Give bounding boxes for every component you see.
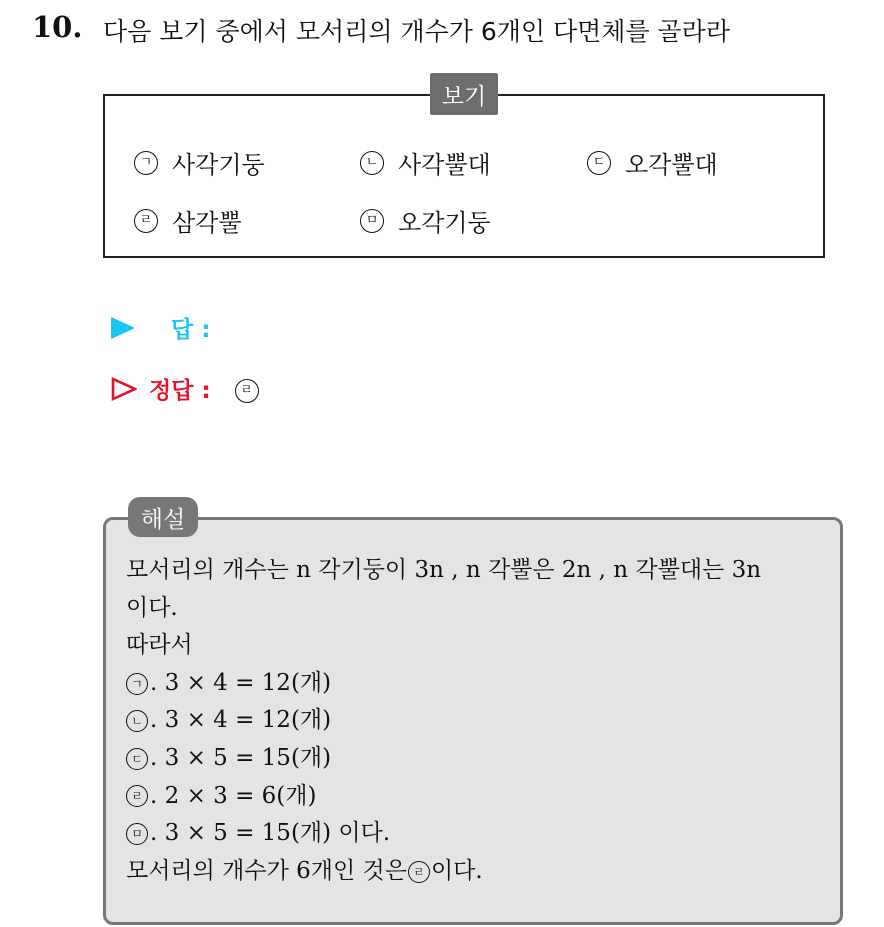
solution-calc-line (126, 815, 841, 853)
question-text: 다음 보기 중에서 모서리의 개수가 6개인 다면체를 골라라 (103, 17, 730, 46)
solution-text (126, 552, 841, 890)
circled-mark: ㄹ (126, 785, 148, 807)
play-triangle-icon (111, 317, 135, 339)
circled-mark: ㄹ (134, 209, 158, 233)
solution-line: 따라서 (126, 632, 193, 659)
circled-mark: ㄹ (408, 861, 430, 883)
circled-mark: ㄷ (587, 151, 611, 175)
solution-calc-line (126, 702, 841, 740)
outline-triangle-icon (111, 377, 137, 401)
circled-mark: ㄷ (126, 748, 148, 770)
solution-conclusion (126, 853, 841, 891)
choice-label: 오각기둥 (398, 209, 491, 237)
choice-item (134, 145, 265, 180)
solution-line: 이다. (126, 594, 178, 621)
answer-label: 답 : (171, 317, 211, 343)
choice-item (134, 203, 242, 238)
circled-mark: ㅁ (126, 823, 148, 845)
circled-mark: ㄴ (126, 710, 148, 732)
choice-label: 삼각뿔 (172, 209, 242, 237)
circled-mark: ㄹ (235, 379, 259, 403)
circled-mark: ㄱ (126, 673, 148, 695)
calc-expression: . 3 × 4 = 12(개) (150, 669, 332, 696)
conclusion-text: 모서리의 개수가 6개인 것은 (126, 857, 407, 884)
question-number: 10. (32, 10, 83, 44)
choice-item (587, 145, 718, 180)
correct-answer-label: 정답 : (149, 378, 211, 404)
correct-answer-row (111, 372, 259, 405)
choice-item (360, 203, 491, 238)
solution-calc-line (126, 740, 841, 778)
calc-expression: . 3 × 4 = 12(개) (150, 707, 332, 734)
solution-tag: 해설 (128, 497, 198, 537)
answer-row (111, 311, 210, 344)
choice-label: 사각뿔대 (398, 151, 491, 179)
bogi-tag: 보기 (430, 73, 498, 115)
correct-answer-value (235, 374, 259, 403)
calc-expression: . 3 × 5 = 15(개) 이다. (150, 820, 391, 847)
calc-expression: . 2 × 3 = 6(개) (150, 782, 317, 809)
calc-expression: . 3 × 5 = 15(개) (150, 744, 332, 771)
circled-mark: ㅁ (360, 209, 384, 233)
solution-line: 모서리의 개수는 n 각기둥이 3n , n 각뿔은 2n , n 각뿔대는 3n (126, 557, 762, 583)
choice-label: 오각뿔대 (625, 151, 718, 179)
circled-mark: ㄴ (360, 151, 384, 175)
solution-calc-line (126, 778, 841, 816)
solution-calc-line (126, 665, 841, 703)
conclusion-text-end: 이다. (430, 857, 483, 884)
choice-item (360, 145, 491, 180)
circled-mark: ㄱ (134, 151, 158, 175)
choice-label: 사각기둥 (172, 151, 265, 179)
